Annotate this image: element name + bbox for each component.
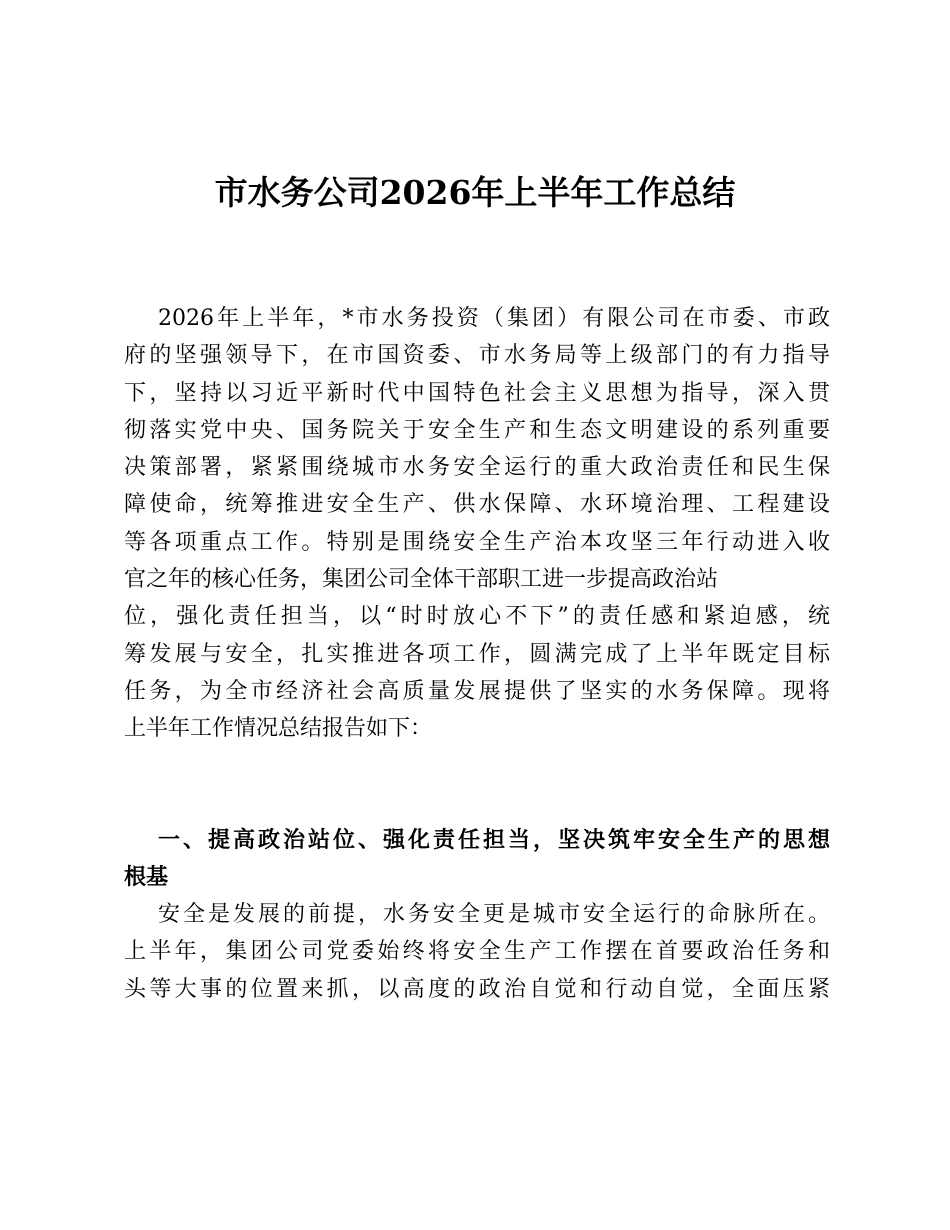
intro-paragraph — [124, 300, 830, 748]
section-heading — [124, 822, 830, 897]
paragraph-line: 位，强化责任担当，以“时时放心不下”的责任感和紧迫感，统 — [124, 604, 830, 630]
paragraph-line: 上半年工作情况总结报告如下： — [124, 716, 433, 742]
paragraph-line: 安全是发展的前提，水务安全更是城市安全运行的命脉所在。 — [158, 902, 830, 927]
paragraph-line: 筹发展与安全，扎实推进各项工作，圆满完成了上半年既定目标 — [124, 641, 830, 667]
heading-line: 根基 — [124, 865, 169, 891]
paragraph-line: 府的坚强领导下，在市国资委、市水务局等上级部门的有力指导 — [124, 343, 830, 369]
paragraph-line: 官之年的核心任务，集团公司全体干部职工进一步提高政治站 — [124, 567, 719, 593]
paragraph-line: 彻落实党中央、国务院关于安全生产和生态文明建设的系列重要 — [124, 417, 830, 443]
paragraph-line: 任务，为全市经济社会高质量发展提供了坚实的水务保障。现将 — [124, 678, 830, 704]
paragraph-line: 决策部署，紧紧围绕城市水务安全运行的重大政治责任和民生保 — [124, 455, 830, 481]
heading-line: 一、提高政治站位、强化责任担当，坚决筑牢安全生产的思想 — [158, 828, 830, 853]
paragraph-line: 2026年上半年，*市水务投资（集团）有限公司在市委、市政 — [158, 306, 830, 331]
section-paragraph — [124, 896, 830, 1008]
document-title: 市水务公司2026年上半年工作总结 — [214, 173, 736, 212]
paragraph-line: 上半年，集团公司党委始终将安全生产工作摆在首要政治任务和 — [124, 939, 830, 965]
paragraph-line: 头等大事的位置来抓，以高度的政治自觉和行动自觉，全面压紧 — [124, 976, 830, 1002]
paragraph-line: 下，坚持以习近平新时代中国特色社会主义思想为指导，深入贯 — [124, 380, 830, 406]
paragraph-line: 等各项重点工作。特别是围绕安全生产治本攻坚三年行动进入收 — [124, 529, 830, 555]
paragraph-line: 障使命，统筹推进安全生产、供水保障、水环境治理、工程建设 — [124, 492, 830, 518]
